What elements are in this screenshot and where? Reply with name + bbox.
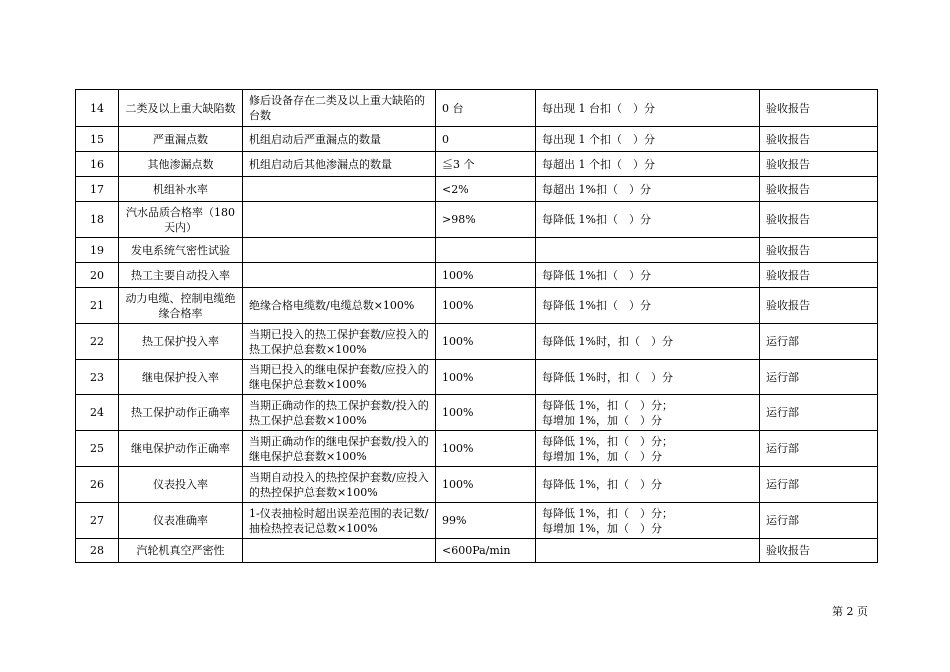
row-number: 14 [76,90,119,127]
table-row [76,177,878,202]
table-row [76,503,878,539]
scoring-rule [536,177,760,202]
scoring-rule-line: 每超出 1%扣（ ）分 [542,182,651,196]
scoring-rule-line: 每降低 1%，扣（ ）分； [542,398,673,412]
scoring-rule-line: 每降低 1%，扣（ ）分 [542,478,662,491]
row-number: 24 [76,395,119,431]
scoring-rule-line: 每降低 1%扣（ ）分 [542,213,651,226]
data-source: 运行部 [760,324,878,360]
table-row [76,395,878,431]
row-number: 19 [76,238,119,263]
row-number: 26 [76,467,119,503]
indicator-definition: 机组启动后严重漏点的数量 [243,127,436,152]
indicator-name: 热工保护动作正确率 [119,395,243,431]
target-value: 99% [436,503,536,539]
row-number: 17 [76,177,119,202]
scoring-rule-line: 每出现 1 个扣（ ）分 [542,132,655,146]
row-number: 18 [76,202,119,238]
table-row [76,127,878,152]
indicator-definition: 1-仪表抽检时超出误差范围的表记数/抽检热控表记总数×100% [243,503,436,539]
indicator-definition [243,202,436,238]
scoring-rule [536,431,760,467]
indicator-definition [243,177,436,202]
scoring-rule [536,324,760,360]
indicator-name: 其他渗漏点数 [119,152,243,177]
indicator-name: 二类及以上重大缺陷数 [119,90,243,127]
row-number: 28 [76,539,119,563]
row-number: 22 [76,324,119,360]
target-value: 100% [436,324,536,360]
indicator-definition: 绝缘合格电缆数/电缆总数×100% [243,288,436,324]
kpi-table [75,89,878,563]
scoring-rule-line: 每增加 1%，加（ ）分 [542,521,662,535]
scoring-rule [536,539,760,563]
scoring-rule [536,467,760,503]
indicator-name: 严重漏点数 [119,127,243,152]
scoring-rule [536,90,760,127]
scoring-rule-line: 每降低 1%时，扣（ ）分 [542,370,673,384]
data-source: 运行部 [760,431,878,467]
scoring-rule [536,152,760,177]
indicator-name: 仪表准确率 [119,503,243,539]
target-value: >98% [436,202,536,238]
page-number: 第 2 页 [832,605,868,618]
row-number: 21 [76,288,119,324]
data-source: 验收报告 [760,238,878,263]
scoring-rule-line: 每降低 1%，扣（ ）分； [542,506,673,520]
table-row [76,152,878,177]
target-value: 100% [436,467,536,503]
target-value: 100% [436,288,536,324]
indicator-definition: 当期正确动作的热工保护套数/投入的热工保护总套数×100% [243,395,436,431]
scoring-rule [536,503,760,539]
target-value: 100% [436,360,536,395]
target-value: 0 台 [436,90,536,127]
row-number: 16 [76,152,119,177]
indicator-name: 动力电缆、控制电缆绝缘合格率 [119,288,243,324]
scoring-rule-line: 每降低 1%扣（ ）分 [542,268,651,282]
table-row [76,431,878,467]
table-row [76,467,878,503]
row-number: 15 [76,127,119,152]
data-source: 验收报告 [760,127,878,152]
indicator-name: 继电保护投入率 [119,360,243,395]
row-number: 27 [76,503,119,539]
row-number: 25 [76,431,119,467]
indicator-definition [243,263,436,288]
indicator-name: 发电系统气密性试验 [119,238,243,263]
table-row [76,360,878,395]
table-row [76,90,878,127]
scoring-rule [536,263,760,288]
table-row [76,263,878,288]
data-source: 验收报告 [760,539,878,563]
table-row [76,238,878,263]
indicator-name: 热工主要自动投入率 [119,263,243,288]
table-row [76,324,878,360]
indicator-definition: 当期正确动作的继电保护套数/投入的继电保护总套数×100% [243,431,436,467]
target-value: ≦3 个 [436,152,536,177]
table-row [76,288,878,324]
scoring-rule-line: 每降低 1%扣（ ）分 [542,299,651,312]
scoring-rule [536,288,760,324]
scoring-rule [536,238,760,263]
data-source: 验收报告 [760,90,878,127]
indicator-definition [243,238,436,263]
scoring-rule [536,395,760,431]
target-value: 0 [436,127,536,152]
indicator-definition [243,539,436,563]
target-value: 100% [436,263,536,288]
scoring-rule [536,360,760,395]
indicator-name: 汽轮机真空严密性 [119,539,243,563]
data-source: 运行部 [760,360,878,395]
data-source: 验收报告 [760,202,878,238]
data-source: 验收报告 [760,263,878,288]
indicator-definition: 修后设备存在二类及以上重大缺陷的台数 [243,90,436,127]
row-number: 23 [76,360,119,395]
data-source: 验收报告 [760,177,878,202]
target-value: <600Pa/min [436,539,536,563]
scoring-rule-line: 每增加 1%，加（ ）分 [542,449,662,463]
data-source: 运行部 [760,467,878,503]
indicator-name: 汽水品质合格率（180天内） [119,202,243,238]
indicator-definition: 当期自动投入的热控保护套数/应投入的热控保护总套数×100% [243,467,436,503]
scoring-rule-line: 每增加 1%，加（ ）分 [542,413,662,427]
table-row [76,202,878,238]
data-source: 验收报告 [760,288,878,324]
data-source: 验收报告 [760,152,878,177]
scoring-rule-line: 每超出 1 个扣（ ）分 [542,157,655,171]
row-number: 20 [76,263,119,288]
indicator-name: 继电保护动作正确率 [119,431,243,467]
scoring-rule-line: 每降低 1%时，扣（ ）分 [542,335,673,348]
indicator-definition: 当期已投入的继电保护套数/应投入的继电保护总套数×100% [243,360,436,395]
scoring-rule [536,127,760,152]
table-row [76,539,878,563]
target-value: <2% [436,177,536,202]
indicator-name: 机组补水率 [119,177,243,202]
indicator-name: 仪表投入率 [119,467,243,503]
target-value: 100% [436,395,536,431]
scoring-rule-line: 每出现 1 台扣（ ）分 [542,101,655,115]
scoring-rule-line: 每降低 1%，扣（ ）分； [542,434,673,448]
data-source: 运行部 [760,395,878,431]
scoring-rule [536,202,760,238]
target-value [436,238,536,263]
target-value: 100% [436,431,536,467]
indicator-definition: 当期已投入的热工保护套数/应投入的热工保护总套数×100% [243,324,436,360]
indicator-name: 热工保护投入率 [119,324,243,360]
data-source: 运行部 [760,503,878,539]
indicator-definition: 机组启动后其他渗漏点的数量 [243,152,436,177]
